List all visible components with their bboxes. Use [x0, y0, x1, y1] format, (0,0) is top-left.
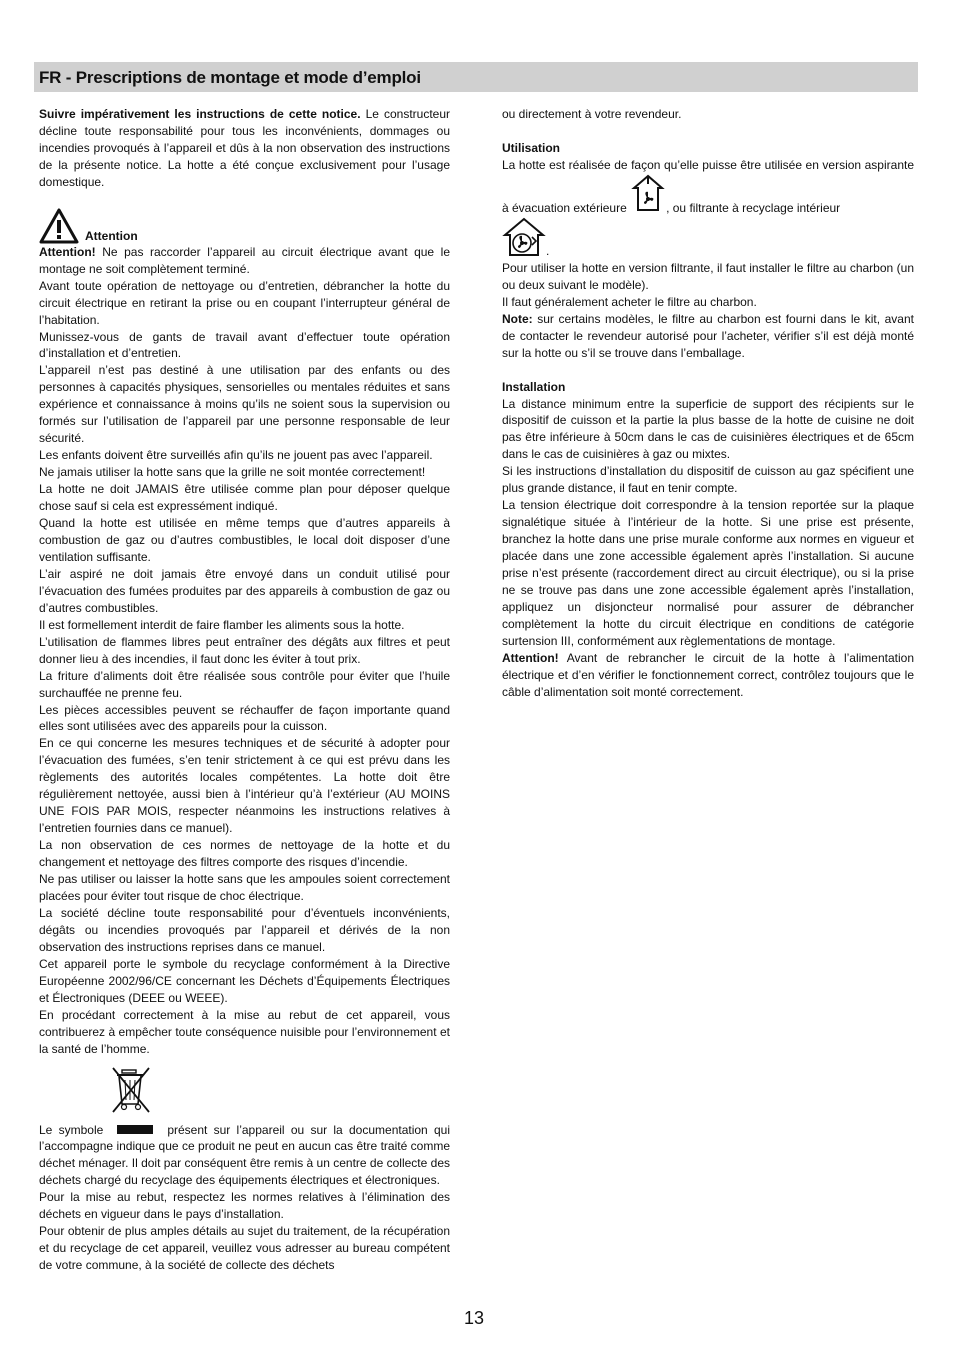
disposal-paragraph: Pour obtenir de plus amples détails au sujet du traitement, de la récupération et du recyclage de cet appareil, veuillez vous adresser au bureau compétent de votre commune, à la société de collecte des déchets [39, 1224, 450, 1273]
attention-heading: Attention [85, 228, 138, 243]
weee-symbol-wrap [109, 1066, 450, 1114]
final-attention-text: Avant de rebrancher le circuit de la hotte à l’alimentation électrique et d’en vérifier le fonctionnement correct, contrôlez toujours que le câble d’alimentation soit monté correctement. [502, 650, 914, 699]
recycle-mode-row [502, 217, 914, 260]
warning-icon [39, 208, 79, 244]
intro-paragraph [39, 106, 450, 191]
recirculation-mode-icon [502, 217, 546, 257]
utilisation-text-c: . [546, 243, 550, 258]
utilisation-text-a: La hotte est réalisée de façon qu’elle puisse être utilisée en version aspirante à évacuation extérieure [502, 157, 914, 215]
safety-paragraph: La non observation de ces normes de nettoyage de la hotte et du changement et nettoyage des filtres comporte des risques d’incendie. [39, 838, 450, 870]
filter-paragraph: Il faut généralement acheter le filtre au charbon. [502, 294, 757, 309]
continuation-text: ou directement à votre revendeur. [502, 107, 682, 121]
note-bold: Note: [502, 311, 533, 326]
intro-text: Le constructeur décline toute responsabilité pour tous les inconvénients, dommages ou incendies provoqués à l’appareil et dûs à la non observation des instructions de la présente notice. La hotte a été conçue exclusivement pour l’usage domestique. [39, 107, 451, 189]
note-paragraph [502, 311, 914, 362]
filter-paragraph: Pour utiliser la hotte en version filtrante, il faut installer le filtre au charbon (un ou deux suivant le modèle). [502, 260, 914, 292]
attention-heading-row [39, 208, 450, 244]
safety-paragraph: Il est formellement interdit de faire flamber les aliments sous la hotte. [39, 617, 405, 632]
attention-paragraph [39, 244, 450, 278]
utilisation-heading: Utilisation [502, 140, 561, 155]
installation-paragraph: La tension électrique doit correspondre à la tension reportée sur la plaque signalétique située à l’intérieur de la hotte. Si une prise est présente, branchez la hotte dans une prise murale conforme aux normes en vigueur et placée dans une zone accessible également après l’installation. Si aucune prise n’est présente (raccordement direct au circuit électrique), ou si la prise ne se trouve pas dans une zone accessible également après l’installation, appliquez un disjoncteur normalisé pour assurer de débrancher complètement la hotte du circuit électrique en conditions de catégorie surtension III, conformément aux règlementations de montage. [502, 498, 914, 648]
attention-bold: Attention! [39, 244, 96, 259]
safety-paragraph: En procédant correctement à la mise au rebut de cet appareil, vous contribuerez à empêcher toute conséquence nuisible pour l’environnement et la santé de l’homme. [39, 1007, 450, 1056]
utilisation-paragraph [502, 157, 914, 217]
note-text: sur certains modèles, le filtre au charbon est fourni dans le kit, avant de contacter le revendeur autorisé pour l’acheter, vérifier s’il est déjà monté sur la hotte ou s’il se trouve dans l’emballage. [502, 311, 914, 360]
symbol-prefix: Le symbole [39, 1122, 104, 1137]
final-attention-paragraph [502, 650, 914, 701]
safety-paragraph: La friture d’aliments doit être réalisée sous contrôle pour éviter que l’huile surchauffée ne prenne feu. [39, 668, 450, 700]
left-column [39, 106, 450, 1274]
safety-paragraph: Ne pas utiliser ou laisser la hotte sans que les ampoules soient correctement placées pour éviter tout risque de choc électrique. [39, 872, 450, 903]
installation-heading: Installation [502, 379, 566, 394]
safety-paragraph: Quand la hotte est utilisée en même temps que d’autres appareils à combustion de gaz ou d’autres combustibles, le local doit disposer d’une ventilation suffisante. [39, 516, 450, 564]
safety-paragraph: Avant toute opération de nettoyage ou d’entretien, débrancher la hotte du circuit électrique en retirant la prise ou en coupant l’interrupteur général de l’habitation. [39, 278, 450, 327]
crossed-bin-icon [109, 1066, 153, 1114]
exhaust-mode-icon [630, 174, 666, 214]
page-title: FR - Prescriptions de montage et mode d’emploi [39, 68, 421, 87]
black-bar-symbol [117, 1125, 153, 1134]
safety-paragraph: L’appareil n’est pas destiné à une utilisation par des enfants ou des personnes à capacités physiques, sensorielles ou mentales réduites et sans expérience et connaissance à moins qu’ils ne soient sous la supervision ou formés sur l’utilisation de l’appareil par une personne responsable de leur sécurité. [39, 363, 450, 446]
safety-paragraph: La société décline toute responsabilité pour d’éventuels inconvénients, dégâts ou incendies provoqués par l’appareil et dérivés de la non observation des instructions reprises dans ce manuel. [39, 905, 450, 954]
page-number: 13 [464, 1308, 485, 1328]
safety-paragraph: La hotte ne doit JAMAIS être utilisée comme plan pour déposer quelque chose sauf si cela est expressément indiqué. [39, 482, 450, 514]
utilisation-text-b: , ou filtrante à recyclage intérieur [666, 200, 841, 215]
safety-paragraph: Les enfants doivent être surveillés afin qu’ils ne jouent pas avec l’appareil. [39, 448, 433, 463]
installation-paragraph: Si les instructions d’installation du dispositif de cuisson au gaz spécifient une plus grande distance, il faut en tenir compte. [502, 464, 914, 496]
safety-paragraph: Ne jamais utiliser la hotte sans que la grille ne soit montée correctement! [39, 465, 426, 480]
safety-paragraph: Les pièces accessibles peuvent se réchauffer de façon importante quand elles sont utilisées avec des appareils pour la cuisson. [39, 702, 450, 734]
symbol-text: présent sur l’appareil ou sur la documentation qui l’accompagne indique que ce produit ne peut en aucun cas être traité comme déchet ménager. Il doit par conséquent être remis à un centre de collecte des déchets chargé du recyclage des équipements électriques et électroniques. [39, 1122, 451, 1188]
intro-bold: Suivre impérativement les instructions de cette notice. [39, 107, 361, 121]
final-attention-bold: Attention! [502, 650, 559, 665]
safety-paragraph: En ce qui concerne les mesures techniques et de sécurité à adopter pour l’évacuation des fumées, s’en tenir strictement à ce qui est prévu dans les règlements des autorités locales compétentes. La hotte doit être régulièrement nettoyée, aussi bien à l’intérieur qu’à l’extérieur (AU MOINS UNE FOIS PAR MOIS, respecter néanmoins les instructions relatives à l’entretien fournies dans ce manuel). [39, 736, 450, 836]
section-header-bar [34, 62, 918, 92]
safety-paragraph: L’utilisation de flammes libres peut entraîner des dégâts aux filtres et peut donner lieu à des incendies, il faut donc les éviter à tout prix. [39, 634, 450, 666]
safety-paragraph: Munissez-vous de gants de travail avant d’effectuer toute opération d’installation et d’entretien. [39, 329, 450, 361]
symbol-paragraph [39, 1122, 450, 1190]
safety-paragraph: L’air aspiré ne doit jamais être envoyé dans un conduit utilisé pour l’évacuation des fumées produites par des appareils à combustion de gaz ou d’autres combustibles. [39, 566, 450, 615]
right-column [502, 106, 914, 701]
installation-paragraph: La distance minimum entre la superficie de support des récipients sur le dispositif de cuisson et la partie la plus basse de la hotte de cuisine ne doit pas être inférieure à 50cm dans le cas de cuisinières électriques et de 65cm dans le cas de cuisinières à gaz ou mixtes. [502, 396, 914, 462]
disposal-paragraph: Pour la mise au rebut, respectez les normes relatives à l’élimination des déchets en vigueur dans le pays d’installation. [39, 1190, 450, 1222]
safety-paragraph: Cet appareil porte le symbole du recyclage conformément à la Directive Européenne 2002/96/CE concernant les Déchets d’Équipements Électriques et Électroniques (DEEE ou WEEE). [39, 956, 450, 1005]
attention-text: Ne pas raccorder l’appareil au circuit électrique avant que le montage ne soit complètement terminé. [39, 244, 450, 276]
